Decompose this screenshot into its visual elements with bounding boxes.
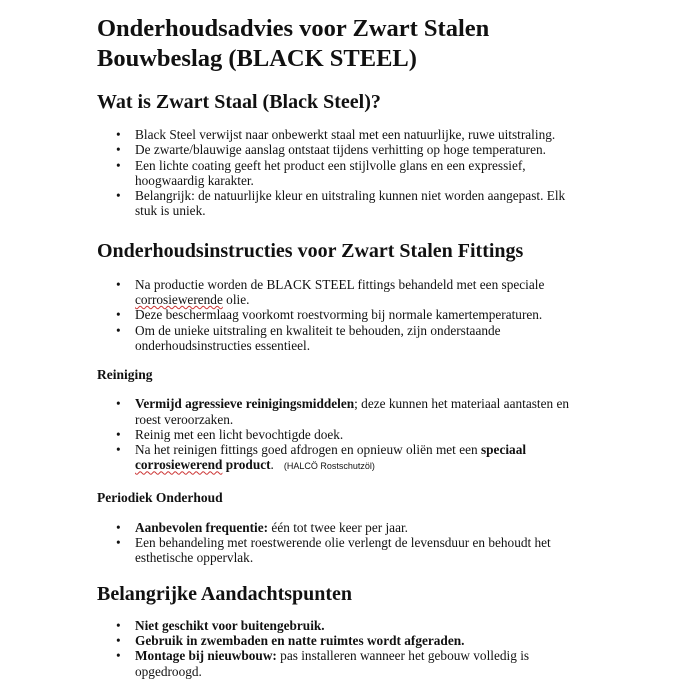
item-text: . xyxy=(270,457,274,473)
item-text: Black Steel verwijst naar onbewerkt staal met een natuurlijke, ruwe uitstraling. xyxy=(135,127,556,142)
item-bold-text: Gebruik in zwembaden en natte ruimtes wordt afgeraden. xyxy=(135,632,465,648)
list-item xyxy=(97,277,590,308)
item-bold-text: Vermijd agressieve reinigingsmiddelen xyxy=(135,396,355,412)
product-note: (HALCÖ Rostschutzöl) xyxy=(283,461,375,472)
maintenance-list xyxy=(97,277,597,353)
section-heading-black-steel: Wat is Zwart Staal (Black Steel)? xyxy=(97,91,381,113)
bullet-icon: • xyxy=(116,396,121,412)
cleaning-list xyxy=(97,396,597,474)
item-text: ; deze kunnen het materiaal aantasten en roest veroorzaken. xyxy=(135,396,570,427)
item-bold-text: Montage bij nieuwbouw: xyxy=(135,648,277,664)
list-item xyxy=(97,427,590,442)
item-text: Na het reinigen fittings goed afdrogen en opnieuw oliën met een xyxy=(135,442,481,458)
list-item xyxy=(97,535,590,566)
bullet-icon: • xyxy=(116,142,121,158)
item-text: Na productie worden de BLACK STEEL fittings behandeld met een speciale xyxy=(135,276,545,292)
document-page xyxy=(97,14,597,679)
misspelled-word: corrosiewerende xyxy=(135,292,223,308)
item-bold-text: product xyxy=(222,457,271,473)
subheading-cleaning: Reiniging xyxy=(97,367,153,383)
item-text: Deze beschermlaag voorkomt roestvorming bij normale kamertemperaturen. xyxy=(135,307,543,323)
item-bold-text: speciaal xyxy=(480,442,527,458)
bullet-icon: • xyxy=(116,426,121,442)
bullet-icon: • xyxy=(116,632,121,648)
misspelled-word: corrosiewerend xyxy=(135,457,223,473)
list-item xyxy=(97,442,590,475)
bullet-icon: • xyxy=(116,276,121,292)
item-text: Een behandeling met roestwerende olie verlengt de levensduur en behoudt het esthetische oppervlak. xyxy=(135,535,551,566)
subheading-periodic: Periodiek Onderhoud xyxy=(97,489,223,505)
section-heading-attention: Belangrijke Aandachtspunten xyxy=(97,582,353,605)
item-text: De zwarte/blauwige aanslag ontstaat tijdens verhitting op hoge temperaturen. xyxy=(135,142,546,158)
item-text: Een lichte coating geeft het product een stijlvolle glans en een expressief, hoogwaardig karakter. xyxy=(135,157,526,188)
item-bold-text: Aanbevolen frequentie: xyxy=(135,519,269,535)
bullet-icon: • xyxy=(116,307,121,323)
bullet-icon: • xyxy=(116,519,121,535)
list-item xyxy=(97,323,590,354)
item-text: Belangrijk: de natuurlijke kleur en uitstraling kunnen niet worden aangepast. Elk stuk is uniek. xyxy=(135,188,566,219)
item-text: pas installeren wanneer het gebouw volledig is opgedroogd. xyxy=(135,648,530,679)
bullet-icon: • xyxy=(116,157,121,173)
list-item xyxy=(97,648,590,679)
list-item xyxy=(97,618,590,633)
bullet-icon: • xyxy=(116,648,121,664)
item-bold-text: Niet geschikt voor buitengebruik. xyxy=(135,617,325,633)
bullet-icon: • xyxy=(116,127,121,142)
section-heading-maintenance: Onderhoudsinstructies voor Zwart Stalen Fittings xyxy=(97,239,524,262)
document-title: Onderhoudsadvies voor Zwart Stalen Bouwbeslag (BLACK STEEL) xyxy=(97,15,490,72)
item-text: Om de unieke uitstraling en kwaliteit te behouden, zijn onderstaande onderhoudsinstructies essentieel. xyxy=(135,322,501,353)
list-item xyxy=(97,633,590,648)
list-item xyxy=(97,396,590,427)
periodic-list xyxy=(97,520,597,566)
bullet-icon: • xyxy=(116,617,121,633)
black-steel-list xyxy=(97,127,597,219)
list-item xyxy=(97,520,590,535)
list-item xyxy=(97,307,590,322)
list-item xyxy=(97,127,590,142)
bullet-icon: • xyxy=(116,535,121,551)
bullet-icon: • xyxy=(116,322,121,338)
item-text: Reinig met een licht bevochtigde doek. xyxy=(135,426,344,442)
item-text: één tot twee keer per jaar. xyxy=(268,519,409,535)
item-text: olie. xyxy=(222,292,250,308)
bullet-icon: • xyxy=(116,188,121,204)
list-item xyxy=(97,142,590,157)
list-item xyxy=(97,158,590,189)
bullet-icon: • xyxy=(116,442,121,458)
attention-list xyxy=(97,618,597,679)
list-item xyxy=(97,188,590,219)
